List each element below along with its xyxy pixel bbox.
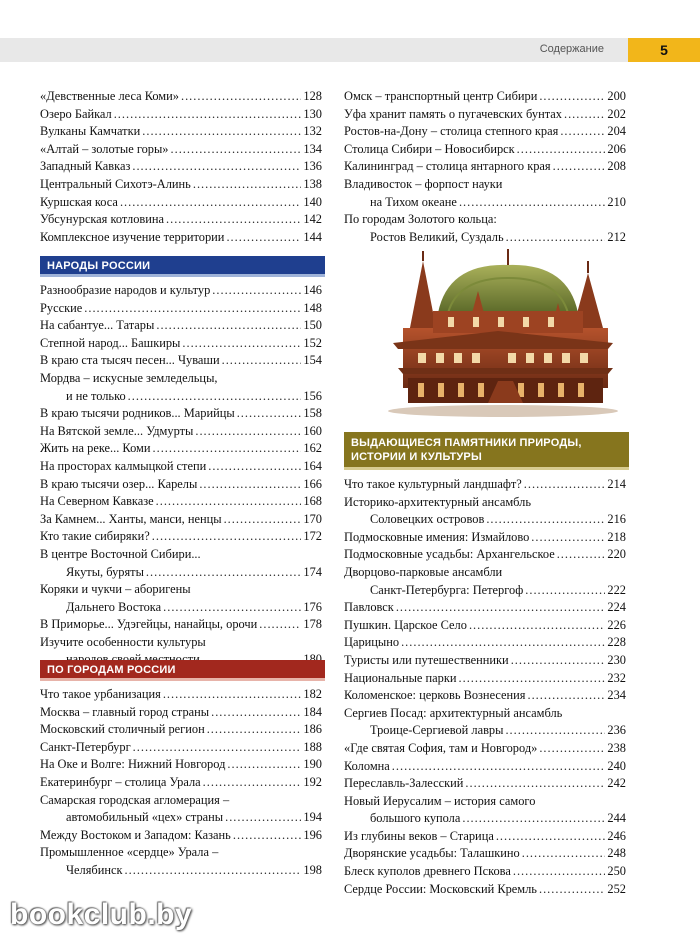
toc-entry <box>40 300 322 318</box>
page-number-badge: 5 <box>628 38 700 62</box>
toc-page-number: 146 <box>303 283 322 297</box>
toc-page-number: 174 <box>303 564 322 579</box>
toc-entry-title: Дальнего Востока <box>66 599 162 614</box>
toc-page-number: 190 <box>303 757 322 772</box>
toc-leader-dots <box>525 582 605 600</box>
toc-entry-title: «Девственные леса Коми» <box>40 89 179 103</box>
toc-entry <box>40 616 322 634</box>
toc-page-number: 188 <box>303 739 322 754</box>
toc-entry <box>344 194 626 212</box>
toc-entry <box>40 423 322 441</box>
toc-page-number: 192 <box>303 774 322 789</box>
toc-page-number: 156 <box>303 388 322 403</box>
toc-entry <box>40 106 322 124</box>
toc-monuments <box>344 476 626 898</box>
toc-page-number: 226 <box>607 617 626 632</box>
toc-leader-dots <box>511 652 606 670</box>
toc-entry <box>344 599 626 617</box>
toc-page-number: 232 <box>607 670 626 685</box>
toc-entry <box>344 106 626 124</box>
toc-leader-dots <box>237 405 302 423</box>
toc-entry-title: Туристы или путешественники <box>344 652 509 667</box>
toc-entry-title: Омск – транспортный центр Сибири <box>344 89 538 103</box>
toc-leader-dots <box>496 828 606 846</box>
toc-leader-dots <box>182 335 301 353</box>
toc-entry-title: Екатеринбург – столица Урала <box>40 774 201 789</box>
toc-leader-dots <box>146 564 302 582</box>
toc-entry-title: Что такое урбанизация <box>40 687 161 701</box>
toc-leader-dots <box>125 862 302 880</box>
toc-leader-dots <box>522 845 606 863</box>
section-heading-monuments <box>344 432 629 470</box>
toc-leader-dots <box>195 423 301 441</box>
toc-entry <box>344 687 626 705</box>
toc-page-number: 162 <box>303 441 322 456</box>
toc-leader-dots <box>539 88 605 106</box>
toc-entry <box>344 810 626 828</box>
toc-entry <box>40 756 322 774</box>
toc-page-number: 246 <box>607 828 626 843</box>
toc-leader-dots <box>211 704 301 722</box>
toc-page-number: 222 <box>607 582 626 597</box>
toc-leader-dots <box>513 863 606 881</box>
toc-page-number: 166 <box>303 476 322 491</box>
toc-leader-dots <box>114 106 302 124</box>
toc-leader-dots <box>539 881 605 899</box>
toc-entry <box>40 686 322 704</box>
toc-entry-title: Ростов-на-Дону – столица степного края <box>344 124 559 139</box>
toc-leader-dots <box>84 300 301 318</box>
toc-entry <box>40 317 322 335</box>
toc-entry-title: Разнообразие народов и культур <box>40 283 211 297</box>
toc-page-number: 160 <box>303 423 322 438</box>
toc-page-number: 170 <box>303 511 322 526</box>
toc-entry-title: На Вятской земле... Удмурты <box>40 423 194 438</box>
toc-leader-dots <box>133 739 302 757</box>
toc-page-number: 184 <box>303 704 322 719</box>
toc-page-number: 138 <box>303 176 322 191</box>
toc-entry-title: Калининград – столица янтарного края <box>344 159 551 174</box>
toc-entry <box>344 740 626 758</box>
toc-entry <box>344 582 626 600</box>
toc-leader-dots <box>225 809 301 827</box>
toc-leader-dots <box>132 158 301 176</box>
toc-leader-dots <box>120 194 301 212</box>
toc-entry <box>344 546 626 564</box>
toc-entry-title: на Тихом океане <box>370 194 457 209</box>
section-heading-line: ИСТОРИИ И КУЛЬТУРЫ <box>351 451 482 463</box>
toc-entry-line: В центре Восточной Сибири... <box>40 546 201 561</box>
toc-entry-title: автомобильный «цех» страны <box>66 810 224 825</box>
toc-entry-title: За Камнем... Ханты, манси, ненцы <box>40 511 222 526</box>
toc-entry <box>344 141 626 159</box>
toc-page-number: 248 <box>607 846 626 861</box>
toc-leader-dots <box>222 352 302 370</box>
toc-entry-title: В краю ста тысяч песен... Чуваши <box>40 353 220 368</box>
toc-leader-dots <box>166 211 301 229</box>
toc-entry <box>40 809 322 827</box>
toc-page-number: 230 <box>607 652 626 667</box>
toc-leader-dots <box>156 317 301 335</box>
toc-page-number: 196 <box>303 827 322 842</box>
toc-entry-title: Жить на реке... Коми <box>40 441 151 456</box>
toc-entry <box>344 758 626 776</box>
toc-page-number: 236 <box>607 723 626 738</box>
toc-right-top <box>344 88 626 246</box>
toc-entry-title: Сердце России: Московский Кремль <box>344 881 537 896</box>
toc-leader-dots <box>171 141 302 159</box>
toc-entry-line: Мордва – искусные земледельцы, <box>40 370 218 385</box>
toc-list <box>40 88 322 246</box>
toc-entry-title: В краю тысячи озер... Карелы <box>40 476 198 491</box>
toc-entry-title: Пушкин. Царское Село <box>344 617 467 632</box>
toc-cities <box>40 686 322 880</box>
toc-page-number: 158 <box>303 406 322 421</box>
toc-leader-dots <box>564 106 605 124</box>
toc-entry <box>344 123 626 141</box>
toc-leader-dots <box>163 599 301 617</box>
toc-page-number: 204 <box>607 124 626 139</box>
toc-list <box>344 476 626 898</box>
toc-entry <box>344 881 626 899</box>
toc-leader-dots <box>156 493 302 511</box>
toc-page-number: 164 <box>303 458 322 473</box>
toc-entry-line: Владивосток – форпост науки <box>344 176 503 191</box>
toc-page-number: 240 <box>607 758 626 773</box>
toc-entry <box>40 862 322 880</box>
toc-page-number: 134 <box>303 141 322 156</box>
toc-entry <box>344 863 626 881</box>
toc-entry-title: Челябинск <box>66 862 123 877</box>
toc-leader-dots <box>142 123 301 141</box>
toc-page-number: 214 <box>607 477 626 491</box>
section-heading-peoples: НАРОДЫ РОССИИ <box>40 256 325 277</box>
toc-leader-dots <box>459 670 606 688</box>
toc-entry <box>40 388 322 406</box>
toc-entry <box>40 827 322 845</box>
toc-entry <box>344 158 626 176</box>
toc-entry-title: «Где святая София, там и Новгород» <box>344 740 538 755</box>
toc-leader-dots <box>539 740 605 758</box>
toc-leader-dots <box>224 511 302 529</box>
toc-leader-dots <box>531 529 605 547</box>
toc-entry <box>40 211 322 229</box>
toc-entry <box>40 123 322 141</box>
toc-page-number: 198 <box>303 862 322 877</box>
toc-peoples <box>40 282 322 669</box>
toc-leader-dots <box>212 282 301 300</box>
toc-entry <box>40 739 322 757</box>
toc-entry-title: Национальные парки <box>344 670 457 685</box>
toc-entry <box>40 229 322 247</box>
toc-page-number: 152 <box>303 335 322 350</box>
toc-leader-dots <box>208 458 301 476</box>
toc-entry <box>344 617 626 635</box>
toc-entry-title: Троице-Сергиевой лавры <box>370 723 504 738</box>
toc-page-number: 224 <box>607 600 626 615</box>
toc-page-number: 252 <box>607 881 626 896</box>
toc-page-number: 242 <box>607 776 626 791</box>
toc-entry-title: На сабантуе... Татары <box>40 318 155 333</box>
toc-entry-title: На Оке и Волге: Нижний Новгород <box>40 757 226 772</box>
toc-entry <box>40 511 322 529</box>
toc-entry-title: Вулканы Камчатки <box>40 124 141 139</box>
toc-leader-dots <box>392 758 606 776</box>
toc-entry <box>40 458 322 476</box>
toc-page-number: 208 <box>607 159 626 174</box>
toc-entry-title: Комплексное изучение территории <box>40 229 225 244</box>
toc-entry-title: Подмосковные имения: Измайлово <box>344 529 530 544</box>
toc-entry-title: На Северном Кавказе <box>40 494 154 509</box>
toc-page-number: 238 <box>607 740 626 755</box>
toc-entry-title: «Алтай – золотые горы» <box>40 141 169 156</box>
toc-entry-line: Коряки и чукчи – аборигены <box>40 582 191 597</box>
toc-leader-dots <box>193 176 302 194</box>
toc-entry <box>40 282 322 300</box>
toc-leader-dots <box>152 528 302 546</box>
toc-entry <box>40 564 322 582</box>
section-heading-cities: ПО ГОРОДАМ РОССИИ <box>40 660 325 681</box>
toc-leader-dots <box>459 194 605 212</box>
toc-entry-title: Царицыно <box>344 635 400 650</box>
toc-list <box>40 282 322 669</box>
toc-entry-title: Якуты, буряты <box>66 564 144 579</box>
toc-page-number: 182 <box>303 687 322 701</box>
toc-page-number: 210 <box>607 194 626 209</box>
toc-page-number: 130 <box>303 106 322 121</box>
toc-entry-title: На просторах калмыцкой степи <box>40 458 207 473</box>
toc-entry-title: Что такое культурный ландшафт? <box>344 477 522 491</box>
toc-list <box>40 686 322 880</box>
page-header <box>0 38 700 62</box>
toc-page-number: 218 <box>607 529 626 544</box>
toc-page-number: 186 <box>303 722 322 737</box>
toc-entry-title: Из глубины веков – Старица <box>344 828 494 843</box>
toc-entry <box>40 352 322 370</box>
toc-entry <box>40 721 322 739</box>
toc-list <box>344 88 626 246</box>
toc-leader-dots <box>259 616 301 634</box>
toc-entry <box>344 722 626 740</box>
toc-entry-title: Убсунурская котловина <box>40 212 164 227</box>
toc-entry <box>40 141 322 159</box>
toc-entry-title: В Приморье... Удэгейцы, нанайцы, орочи <box>40 617 258 632</box>
toc-entry <box>40 88 322 106</box>
toc-entry <box>40 476 322 494</box>
toc-entry-title: Московский столичный регион <box>40 722 205 737</box>
toc-entry <box>344 634 626 652</box>
toc-entry-title: Русские <box>40 300 83 315</box>
toc-entry-title: Дворянские усадьбы: Талашкино <box>344 846 520 861</box>
toc-entry <box>40 335 322 353</box>
toc-entry-line: Дворцово-парковые ансамбли <box>344 564 503 579</box>
toc-page-number: 154 <box>303 353 322 368</box>
toc-entry-title: Куршская коса <box>40 194 118 209</box>
toc-leader-dots <box>128 388 302 406</box>
toc-page-number: 212 <box>607 229 626 244</box>
toc-page-number: 148 <box>303 300 322 315</box>
toc-page-number: 178 <box>303 617 322 632</box>
toc-entry <box>40 194 322 212</box>
toc-entry-title: Центральный Сихотэ-Алинь <box>40 176 191 191</box>
toc-page-number: 140 <box>303 194 322 209</box>
toc-entry-title: Переславль-Залесский <box>344 776 464 791</box>
toc-leader-dots <box>560 123 605 141</box>
toc-entry-title: Павловск <box>344 600 394 615</box>
toc-page-number: 142 <box>303 212 322 227</box>
toc-page-number: 234 <box>607 688 626 703</box>
toc-leader-dots <box>396 599 606 617</box>
toc-entry-line: Изучите особенности культуры <box>40 634 206 649</box>
toc-entry-line: Новый Иерусалим – история самого <box>344 793 536 808</box>
toc-page-number: 128 <box>303 89 322 103</box>
toc-entry <box>40 440 322 458</box>
toc-entry <box>40 599 322 617</box>
toc-leader-dots <box>465 775 605 793</box>
toc-entry-title: Москва – главный город страны <box>40 704 210 719</box>
toc-entry <box>344 511 626 529</box>
toc-entry <box>40 493 322 511</box>
wooden-palace-illustration <box>378 243 623 418</box>
toc-entry-title: Уфа хранит память о пугачевских бунтах <box>344 106 562 121</box>
toc-leader-dots <box>207 721 302 739</box>
toc-leader-dots <box>486 511 605 529</box>
toc-entry-title: Санкт-Петербурга: Петергоф <box>370 582 524 597</box>
toc-page-number: 244 <box>607 811 626 826</box>
toc-page-number: 136 <box>303 159 322 174</box>
toc-entry-title: большого купола <box>370 811 461 826</box>
toc-entry-title: Между Востоком и Западом: Казань <box>40 827 231 842</box>
toc-entry-title: Озеро Байкал <box>40 106 112 121</box>
toc-leader-dots <box>227 756 301 774</box>
toc-entry <box>344 476 626 494</box>
toc-page-number: 194 <box>303 810 322 825</box>
toc-entry-title: Соловецких островов <box>370 512 485 527</box>
toc-page-number: 150 <box>303 318 322 333</box>
toc-entry-title: Западный Кавказ <box>40 159 131 174</box>
toc-leader-dots <box>199 476 301 494</box>
running-title: Содержание <box>539 43 604 55</box>
toc-entry-line: Историко-архитектурный ансамбль <box>344 494 532 509</box>
toc-entry <box>40 158 322 176</box>
watermark: bookclub.by <box>10 898 193 931</box>
toc-leader-dots <box>233 827 302 845</box>
toc-entry-title: Кто такие сибиряки? <box>40 529 150 544</box>
toc-leader-dots <box>203 774 302 792</box>
toc-leader-dots <box>163 686 302 704</box>
toc-entry-title: и не только <box>66 388 126 403</box>
toc-entry-line: Сергиев Посад: архитектурный ансамбль <box>344 705 563 720</box>
toc-page-number: 202 <box>607 106 626 121</box>
toc-entry-line: По городам Золотого кольца: <box>344 212 497 227</box>
toc-page-number: 216 <box>607 512 626 527</box>
toc-entry <box>344 845 626 863</box>
toc-page-number: 220 <box>607 547 626 562</box>
toc-leader-dots <box>505 722 605 740</box>
toc-leader-dots <box>181 88 301 106</box>
toc-leader-dots <box>462 810 605 828</box>
toc-entry <box>344 670 626 688</box>
toc-entry-title: Степной народ... Башкиры <box>40 335 181 350</box>
toc-entry-title: Блеск куполов древнего Пскова <box>344 864 511 879</box>
toc-entry-title: Санкт-Петербург <box>40 739 131 754</box>
toc-entry-title: Столица Сибири – Новосибирск <box>344 141 515 156</box>
toc-page-number: 168 <box>303 494 322 509</box>
toc-entry <box>40 774 322 792</box>
toc-page-number: 206 <box>607 141 626 156</box>
toc-leader-dots <box>557 546 606 564</box>
toc-entry <box>40 704 322 722</box>
toc-entry-line: Самарская городская агломерация – <box>40 792 230 807</box>
toc-left-top <box>40 88 322 246</box>
toc-page-number: 228 <box>607 635 626 650</box>
toc-page-number: 144 <box>303 229 322 244</box>
toc-page-number: 176 <box>303 599 322 614</box>
toc-page-number: 172 <box>303 529 322 544</box>
toc-leader-dots <box>527 687 605 705</box>
toc-leader-dots <box>153 440 302 458</box>
section-heading-line: ВЫДАЮЩИЕСЯ ПАМЯТНИКИ ПРИРОДЫ, <box>351 437 582 449</box>
toc-entry-title: Подмосковные усадьбы: Архангельское <box>344 547 555 562</box>
toc-entry <box>40 176 322 194</box>
toc-entry-title: Коломна <box>344 758 390 773</box>
toc-entry <box>344 828 626 846</box>
toc-entry-title: Коломенское: церковь Вознесения <box>344 688 526 703</box>
toc-entry <box>344 529 626 547</box>
toc-entry <box>344 88 626 106</box>
toc-entry-line: Промышленное «сердце» Урала – <box>40 845 219 860</box>
toc-entry-title: В краю тысячи родников... Марийцы <box>40 406 235 421</box>
toc-page-number: 132 <box>303 124 322 139</box>
toc-entry-title: Ростов Великий, Суздаль <box>370 229 504 244</box>
toc-entry <box>344 775 626 793</box>
toc-page-number: 200 <box>607 89 626 103</box>
toc-leader-dots <box>226 229 301 247</box>
toc-entry <box>40 528 322 546</box>
toc-leader-dots <box>469 617 605 635</box>
toc-page-number: 250 <box>607 864 626 879</box>
toc-entry <box>344 652 626 670</box>
toc-leader-dots <box>401 634 605 652</box>
toc-leader-dots <box>517 141 606 159</box>
toc-entry <box>40 405 322 423</box>
toc-leader-dots <box>553 158 606 176</box>
toc-leader-dots <box>524 476 606 494</box>
